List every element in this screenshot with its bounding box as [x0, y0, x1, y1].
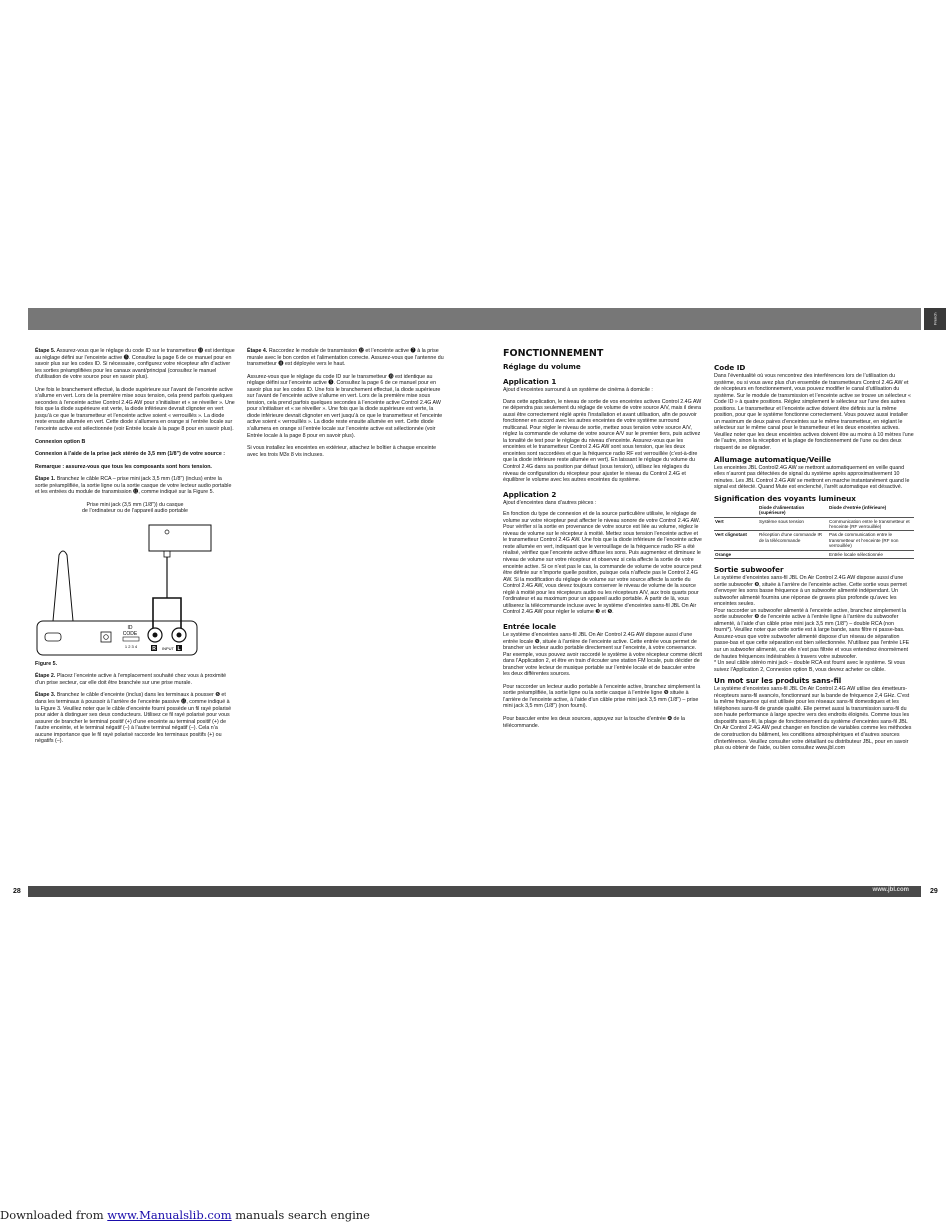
- led-lower: Pas de communication entre le transmetteur et l’enceinte (RF non verrouillée): [828, 531, 914, 550]
- led-head-upper: Diode d’alimentation (supérieure): [758, 504, 828, 517]
- step2-paragraph: [35, 673, 235, 686]
- jack-l-pin: [177, 632, 182, 637]
- section-title: FONCTIONNEMENT: [503, 348, 604, 359]
- figure-caption: [35, 502, 235, 515]
- download-prefix: Downloaded from: [0, 1208, 104, 1222]
- caption-line-2: de l’ordinateur ou de l’appareil audio portable: [81, 508, 188, 515]
- download-footer: [0, 1208, 370, 1222]
- led-state: Vert: [714, 517, 758, 531]
- column-1: [35, 348, 235, 751]
- app1-intro: Ajout d’enceintes surround à un système de cinéma à domicile :: [503, 387, 653, 393]
- l-label: L: [177, 645, 181, 652]
- led-table-header: [714, 504, 914, 517]
- language-tab: [924, 308, 946, 330]
- code-numbers: 1 2 3 4: [124, 643, 138, 649]
- table-row: [714, 517, 914, 531]
- column-2: [247, 348, 447, 464]
- step3-label: Étape 3.: [35, 692, 56, 699]
- step2-label: Étape 2.: [35, 673, 56, 680]
- input-label: INPUT: [162, 645, 174, 651]
- table-row: [714, 550, 914, 558]
- wireless-heading: Un mot sur les produits sans-fil: [714, 676, 842, 686]
- table-row: [714, 531, 914, 550]
- led-upper: Système sous tension: [758, 517, 828, 531]
- code-id-body: Dans l’éventualité où vous rencontrez des interférences lors de l’utilisation du système, ou si vous avez plus d’un ensemble de transmetteurs Control 2.4G AW et de récepteurs en fonctionnement, vous pouvez modifier le canal d’utilisation du système. Sur le module de transmission et l’enceinte active se trouve un sélecteur « Code ID » à quatre positions. Réglez simplement le sélecteur sur l’une des autres positions. Le transmetteur et l’enceinte active doivent être définis sur la même position, pour que le système fonctionne correctement. Vous pouvez aussi installer un maximum de deux paires d’enceintes sur le même transmetteur, en réglant le sélecteur sur le même canal pour le transmetteur et les deux enceintes actives. Veuillez noter que les deux enceintes actives doivent être au moins à 10 mètres l’une de l’autre, sinon la réception et la plage de fonctionnement de l’une ou des deux risquent de se dégrader.: [714, 373, 914, 452]
- led-upper: [758, 550, 828, 558]
- code-id-paragraph: Assurez-vous que le réglage du code ID sur le transmetteur ⓭ est identique au réglage défini sur l’enceinte active ❺. Consultez la page 6 de ce manuel pour en savoir plus sur les codes ID. Une fois le branchement effectué, la diode supérieure sur l’avant de l’enceinte active s’allume en vert. Lors de la première mise sous tension, cela prend parfois quelques secondes à l’enceinte active Control 2.4G AW pour s’initialiser et « se réveiller ». Une fois que la diode supérieure est verte, la diode inférieure devrait clignoter en vert jusqu’à ce que le transmetteur et l’enceinte active soient « verrouillés ». La diode reste ensuite allumée en vert. Cette diode s’allumera en orange si l’entrée locale sur l’enceinte active est sélectionnée (voir Entrée locale à la page 8 pour en savoir plus).: [247, 373, 443, 439]
- subwoofer-heading: Sortie subwoofer: [714, 565, 784, 574]
- led-meaning-heading: Signification des voyants lumineux: [714, 493, 856, 503]
- led-state: Vert clignotant: [714, 531, 758, 550]
- code-id-heading: Code ID: [714, 363, 746, 372]
- led-state: Orange: [714, 550, 758, 558]
- led-paragraph: Une fois le branchement effectué, la diode supérieure sur l’avant de l’enceinte active s’allume en vert. Lors de la première mise sous tension, cela prend parfois quelques secondes à l’enceinte active Control 2.4G AW pour s’initialiser et « se réveiller ». Une fois que la diode supérieure est verte, la diode inférieure devrait clignoter en vert jusqu’à ce que le transmetteur et l’enceinte active soient « verrouillés ». La diode reste ensuite allumée en vert. Cette diode s’allumera en orange si l’entrée locale sur l’enceinte active est sélectionnée (voir Entrée locale à la page 8 pour en savoir plus).: [35, 386, 235, 433]
- step1-label: Étape 1.: [35, 476, 56, 483]
- step3-paragraph: [35, 692, 235, 744]
- header-band: [28, 308, 921, 330]
- page-number-right: 29: [930, 888, 938, 895]
- step2-text: Placez l’enceinte active à l’emplacement souhaité chez vous à proximité d’un prise secteur, car elle doit être branchée sur une prise murale.: [35, 673, 227, 686]
- local-body-2: Pour raccorder un lecteur audio portable à l’enceinte active, branchez simplement la sortie préamplifiée, la sortie ligne ou la sortie casque à l’entrée ligne ❾ située à l’arrière de l’enceinte active, à l’aide d’un câble prise mini jack 3,5 mm (1/8") – prise mini jack 3,5 mm (1/8") (non fourni).: [503, 683, 701, 710]
- led-lower: Communication entre le transmetteur et l’enceinte (RF verrouillée): [828, 517, 914, 531]
- local-body-3: Pour basculer entre les deux sources, appuyez sur la touche d’entrée ❹ de la télécommande.: [503, 715, 686, 729]
- subwoofer-body-2: Pour raccorder un subwoofer alimenté à l’enceinte active, branchez simplement la sortie subwoofer ❽ de l’enceinte active à l’entrée ligne à l’arrière du subwoofer alimenté, à l’aide d’un câble prise mini jack 3,5 mm (1/8") – double RCA (non fourni*). Veuillez noter que cette sortie est à large bande, sans filtre ni passe-bas. Assurez-vous que votre subwoofer alimenté dispose d’un réseau de séparation passe-bas et que cette séparation est bien sélectionnée. N’utilisez pas l’entrée LFE sur un subwoofer alimenté, car elle n’est pas filtrée et vous entendrez énormément de hautes fréquences indésirables à travers votre subwoofer.: [714, 607, 910, 660]
- step5-text: Assurez-vous que le réglage du code ID sur le transmetteur ⓭ est identique au réglage défini sur l’enceinte active ❺. Consultez la page 6 de ce manuel pour en savoir plus sur les codes ID. Si nécessaire, configurez votre récepteur afin d’activer les sorties préamplifiées pour les canaux avant/principal (consultez le manuel d’utilisation de votre source pour en savoir plus).: [35, 348, 235, 381]
- led-upper: Réception d’une commande IR de la télécommande: [758, 531, 828, 550]
- download-suffix: manuals search engine: [235, 1208, 370, 1222]
- figure-5-diagram: [35, 519, 235, 657]
- column-4: [714, 363, 914, 758]
- code-label: CODE: [122, 630, 138, 637]
- step5-label: Étape 5.: [35, 348, 56, 354]
- option-b-heading: Connexion option B: [35, 438, 86, 445]
- subwoofer-note: * Un seul câble stéréo mini jack – double RCA est fourni avec le système. Si vous suivez l’Application 2, Connexion option B, vous devrez acheter ce câble.: [714, 660, 906, 673]
- step1-text: Branchez le câble RCA – prise mini jack 3,5 mm (1/8") (inclus) entre la sortie préamplifiée, la sortie ligne ou la sortie casque de votre lecteur audio portable et les entrées du module de transmission ⓬, comme indiqué sur la Figure 5.: [35, 476, 232, 496]
- language-label: French: [932, 312, 938, 326]
- led-table: [714, 504, 914, 559]
- outdoor-paragraph: Si vous installez les enceintes en extérieur, attachez le boîtier à chaque enceinte avec les trois M3x 8 vis incluses.: [247, 445, 437, 458]
- subwoofer-body-1: Le système d’enceintes sans-fil JBL On Air Control 2.4G AW dispose aussi d’une sortie subwoofer ❽, située à l’arrière de l’enceinte active. Cette sortie vous permet d’envoyer les sons basse fréquence à un subwoofer alimenté indépendant. Un subwoofer alimenté fournira une réponse de graves plus profonde qu’avec les enceintes seules.: [714, 575, 907, 608]
- app1-heading: Application 1: [503, 377, 557, 386]
- step3-text: Branchez le câble d’enceinte (inclus) dans les terminaux à pousser ❻ et dans les terminaux à poussoir à l’arrière de l’enceinte passive ⓯, comme indiqué à la Figure 3. Veuillez noter que le câble d’enceinte fourni possède un fil rayé polarisé pour aider à distinguer ses deux conducteurs. Utilisez ce fil rayé polarisé pour vous assurer de brancher le terminal positif (+) d’une enceinte au terminal positif (+) de l’autre enceinte, et le terminal négatif (–) à l’autre terminal négatif (–). Cela n’a aucune importance que le fil rayé polarisé raccorde les terminaux positifs (+) ou négatifs (–).: [35, 692, 232, 745]
- caption-line-1: Prise mini jack (3,5 mm (1/8")) du casque: [86, 501, 184, 508]
- id-label: ID: [127, 624, 133, 631]
- local-input-heading: Entrée locale: [503, 621, 557, 631]
- footer-band: [28, 886, 921, 897]
- app2-intro: Ajout d’enceintes dans d’autres pièces :: [503, 499, 597, 506]
- led-lower: Entrée locale sélectionnée: [828, 550, 914, 558]
- figure-label: Figure 5.: [35, 660, 58, 667]
- remark: Remarque : assurez-vous que tous les composants sont hors tension.: [35, 463, 212, 470]
- manualslib-link[interactable]: www.Manualslib.com: [107, 1208, 232, 1222]
- led-head-lower: Diode d’entrée (inférieure): [828, 504, 914, 517]
- auto-standby-body: Les enceintes JBL Control2.4G AW se mettront automatiquement en veille quand elles n’auront pas détectées de signal du système après approximativement 10 minutes. Les JBL Control 2.4G AW se mettront en marche instantanément quand le signal est détecté. Quand Mute est enclenché, l’arrêt automatique est désactivé.: [714, 464, 910, 491]
- dip-switch: [123, 637, 139, 641]
- site-url: www.jbl.com: [872, 887, 909, 893]
- app1-body: Dans cette application, le niveau de sortie de vos enceintes actives Control 2.4G AW ne dépendra pas seulement du réglage de volume de votre source A/V, mais il devra aussi être correctement réglé après l’installation et avant utilisation, afin de pouvoir fonctionner en accord avec les autres enceintes de votre système surround multicanal. Pour régler le niveau de sortie, mettez sous tension votre source A/V, réglez la commande de volume de votre source A/V sur le premier tiers, puis activez la tonalité de test pour le réglage du niveau d’enceinte. Assurez-vous que les enceintes et le transmetteur Control 2.4G AW sont sous tension, que les deux enceintes sont raccordées et que la fréquence radio RF est verrouillée (c’est-à-dire que la diode inférieure reste allumée en vert). En laissant le réglage du volume du Control 2.4G dans sa position par défaut (sous tension), utilisez les réglages du niveau de configuration du récepteur pour ajuster le niveau du Control 2.4G et équilibrer le volume avec les autres enceintes du système.: [503, 398, 702, 484]
- jack-heading: Connexion à l’aide de la prise jack stéréo de 3,5 mm (1/8") de votre source :: [35, 451, 226, 458]
- column-3: [503, 348, 703, 735]
- step4-label: Étape 4.: [247, 348, 268, 354]
- page-number-left: 28: [13, 888, 21, 895]
- volume-heading: Réglage du volume: [503, 362, 581, 371]
- antenna-shape: [53, 551, 73, 621]
- app2-body: En fonction du type de connexion et de la source particulière utilisée, le réglage de volume sur votre récepteur peut affecter le niveau sonore de votre Control 2.4G AW. Pour vérifier si la sortie en provenance de votre source est liée au volume, réglez le niveau de volume sur le récepteur à moitié. Mettez sous tension l’enceinte active et le transmetteur Control 2.4G AW. Une fois que la diode inférieure de l’enceinte active reste allumée en vert, indiquant que le verrouillage de la fréquence radio RF a été réalisé, vérifiez que l’enceinte active diffuse les sons. Puis augmentez et diminuez le niveau de volume sur votre récepteur et observez si cela affecte la sortie de votre enceinte active. Si ce n’est pas le cas, la commande de volume de votre source peut être définie sur n’importe quelle position, puisque cela n’affecte pas le Control 2.4G AW. Si la modification du réglage de volume sur votre source affecte la sortie du Control 2.4G AW, vous devez toujours conserver le niveau de volume de la source réglé à moitié pour les récepteurs audio ou les récepteurs A/V, aux trois quarts pour l’ordinateur et au maximum pour un appareil audio portable. À partir de là, vous utiliserez la télécommande incluse avec le système d’enceintes sans-fil JBL On Air Control 2.4G AW pour régler le volume ❸ et ❺.: [503, 511, 702, 616]
- step4-paragraph: [247, 348, 447, 368]
- step1-paragraph: [35, 476, 235, 496]
- local-body-1: Le système d’enceintes sans-fil JBL On Air Control 2.4G AW dispose aussi d’une entrée locale ❾, située à l’arrière de l’enceinte active. Cette entrée vous permet de brancher un lecteur audio portable directement sur l’enceinte, à votre convenance. Par exemple, vous pouvez avoir raccordé le système à votre récepteur comme décrit dans l’Application 2, et être en train d’écouter une station FM locale, puis décider de brancher votre lecteur de musique portable sur l’entrée locale et de basculer entre les deux différentes sources.: [503, 631, 703, 678]
- app2-heading: Application 2: [503, 489, 557, 499]
- r-label: R: [152, 645, 156, 652]
- auto-standby-heading: Allumage automatique/Veille: [714, 454, 832, 464]
- jack-r-pin: [153, 632, 158, 637]
- step4-text: Raccordez le module de transmission ⓬ et l’enceinte active ❼ à la prise murale avec le bon cordon et l’alimentation correcte. Assurez-vous que l’antenne du transmetteur ⓫ est déployée vers le haut.: [247, 348, 444, 368]
- step5-paragraph: [35, 348, 235, 381]
- wireless-body: Le système d’enceintes sans-fil JBL On Air Control 2.4G AW utilise des émetteurs-récepteurs sans-fil avancés, fonctionnant sur la bande de fréquence 2,4 GHz. C’est la même fréquence qui est utilisée pour les réseaux sans-fil domestiques et les téléphones sans-fil de grande qualité. Elle permet aussi la transmission sans-fil du son haute performance à large spectre vers des endroits éloignés. Comme tous les dispositifs sans-fil, la plage de fonctionnement du système d’enceintes sans-fil JBL On Air Control 2.4G AW peut changer en fonction de variables comme les méthodes de construction du bâtiment, les conditions atmosphériques et d’autres sources d’interférence. Veuillez consulter votre détaillant ou distributeur JBL, pour en savoir plus ou obtenir de l’aide, ou bien consultez www.jbl.com: [714, 686, 912, 752]
- portable-device: [149, 525, 211, 551]
